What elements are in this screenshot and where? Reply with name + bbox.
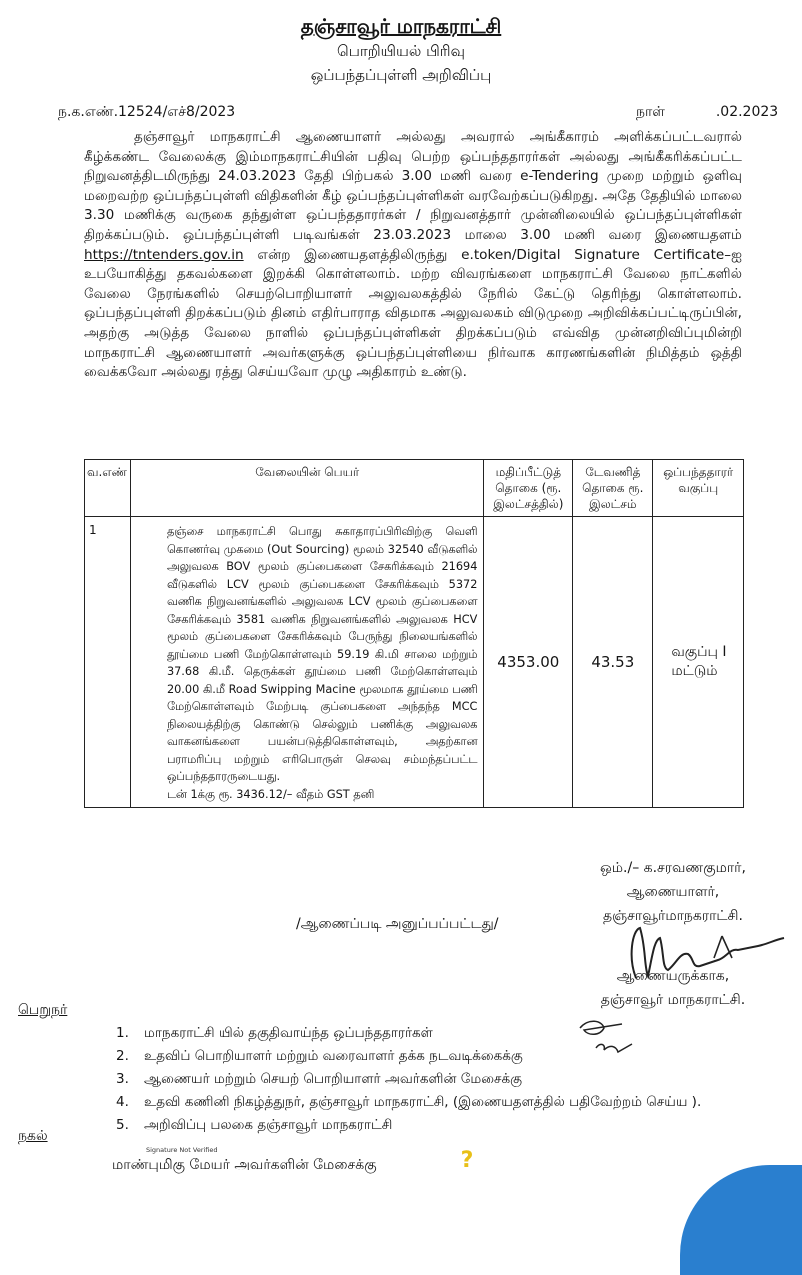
row-serial-number: 1 [85,517,131,808]
work-description-cell [130,517,483,808]
paragraph-part-2: என்ற இணையதளத்திலிருந்து e.token/Digital Signature Certificate–ஐ உபயோகித்து தகவல்களை இறக்கி கொள்ளலாம். மற்ற விவரங்களை மாநகராட்சி வேலை நாட்களில் வேலை நேரங்களில் செயற்பொறியாளர் அலுவலகத்தில் நேரில் கேட்டு தெரிந்து கொள்ளலாம். ஒப்பந்தப்புள்ளி திறக்கப்படும் தினம் எதிர்பாராத விதமாக அலுவலகம் விடுமுறை அறிவிக்கப்பட்டிருப்பின், அதற்கு அடுத்த வேலை நாளில் ஒப்பந்தப்புள்ளிகள் திறக்கப்படும் எவ்வித முன்னறிவிப்புமின்றி மாநகராட்சி ஆணையாளர் அவர்களுக்கு ஒப்பந்தப்புள்ளியை நிர்வாக காரணங்களின் நிமித்தம் ஒத்தி வைக்கவோ அல்லது ரத்து செய்யவோ முழு அதிகாரம் உண்டு. [84,246,742,381]
reference-number: ந.க.எண்.12524/எச்8/2023 [58,104,236,120]
list-item: 3. ஆணையர் மற்றும் செயற் பொறியாளர் அவர்களின் மேசைக்கு [116,1071,523,1087]
list-item: 1. மாநகராட்சி யில் தகுதிவாய்ந்த ஒப்பந்ததாரர்கள் [116,1025,433,1041]
list-item: 4. உதவி கணினி நிகழ்த்துநர், தஞ்சாவூர் மாநகராட்சி, (இணையதளத்தில் பதிவேற்றம் செய்ய ). [116,1094,702,1110]
list-item: 5. அறிவிப்பு பலகை தஞ்சாவூர் மாநகராட்சி [116,1117,393,1133]
commissioner-title: ஆணையாளர், [626,884,720,900]
header-work-name: வேலையின் பெயர் [130,460,483,517]
date-value: .02.2023 [715,104,779,120]
notice-heading: ஒப்பந்தப்புள்ளி அறிவிப்பு [310,66,492,84]
list-item: 2. உதவிப் பொறியாளர் மற்றும் வரைவாளர் தக்க நடவடிக்கைக்கு [116,1048,523,1064]
estimate-amount: 4353.00 [484,517,573,808]
contractor-class-cell [653,517,744,808]
contractor-class-note: மட்டும் [671,663,718,679]
commissioner-name: ஒம்./– க.சரவணகுமார், [600,860,746,876]
recipients-label: பெறுநர் [18,1002,68,1018]
header-estimate: மதிப்பீட்டுத் தொகை (ரூ. இலட்சத்தில்) [484,460,573,517]
forwarding-signature-block [583,964,763,1012]
table-row [85,517,744,808]
department-name: பொறியியல் பிரிவு [337,42,465,60]
signature-status: Signature Not Verified [146,1146,218,1154]
copy-label: நகல் [18,1128,48,1144]
signature-question-icon[interactable]: ? [460,1148,474,1173]
header-contractor-class: ஒப்பந்ததாரர் வகுப்பு [653,460,744,517]
tender-notice-paragraph [84,128,742,383]
header-serial-number: வ.எண் [85,460,131,517]
works-table [84,459,744,808]
copy-recipient: மாண்புமிகு மேயர் அவர்களின் மேசைக்கு [112,1157,377,1173]
table-header-row [85,460,744,517]
deposit-amount: 43.53 [573,517,653,808]
contractor-class: வகுப்பு I [671,644,727,660]
date-label: நாள் [636,104,665,120]
corner-badge [680,1165,802,1275]
work-description: தஞ்சை மாநகராட்சி பொது சுகாதாரப்பிரிவிற்கு வெளி கொணர்வு முகமை (Out Sourcing) மூலம் 32540 வீடுகளில் அலுவலக BOV மூலம் குப்பைகளை சேகரிக்கவும் 21694 வீடுகளில் LCV மூலம் குப்பைகளை சேகரிக்கவும் 5372 வணிக நிறுவனங்களில் அலுவலக LCV மூலம் குப்பைகளை சேகரிக்கவும் 3581 வணிக நிறுவனங்களில் அலுவலக HCV மூலம் குப்பைகளை சேகரிக்கவும் பேருந்து நிலையங்களில் தூய்மை பணி மேற்கொள்ளவும் 59.19 கி.மி சாலை மற்றும் 37.68 கி.மீ. தெருக்கள் தூய்மை பணி மேற்கொள்ளவும் 20.00 கி.மீ Road Swipping Macine மூலமாக தூய்மை பணி மேற்கொள்ளவும் மேற்படி குப்பைகளை அந்தந்த MCC நிலையத்திற்கு கொண்டு செல்லும் பணிக்கு அலுவலக வாகனங்களை பயன்படுத்திகொள்ளவும், அதற்கான பராமரிப்பு மற்றும் எரிபொருள் செலவு சம்மந்தப்பட்ட ஒப்பந்ததாரருடையது. [166,525,478,783]
commissioner-office: தஞ்சாவூர்மாநகராட்சி. [603,908,743,924]
work-rate: டன் 1க்கு ரூ. 3436.12/– வீதம் GST தனி [166,787,375,801]
notice-date [636,104,778,122]
header-deposit: டேவணித் தொகை ரூ. இலட்சம் [573,460,653,517]
office-title: தஞ்சாவூர் மாநகராட்சி [300,14,502,38]
paragraph-part-1: தஞ்சாவூர் மாநகராட்சி ஆணையாளர் அல்லது அவரால் அங்கீகாரம் அளிக்கப்பட்டவரால் கீழ்க்கண்ட வேலைக்கு இம்மாநகராட்சியின் பதிவு பெற்ற ஒப்பந்ததாரர்கள் அல்லது அங்கீகரிக்கப்பட்ட நிறுவனத்திடமிருந்து 24.03.2023 தேதி பிற்பகல் 3.00 மணி வரை e-Tendering முறை மற்றும் ஒளிவு மறைவற்ற ஒப்பந்தப்புள்ளி விதிகளின் கீழ் ஒப்பந்தப்புள்ளிகள் வரவேற்கப்படுகிறது. அதே தேதியில் மாலை 3.30 மணிக்கு வருகை தந்துள்ள ஒப்பந்ததாரர்கள் / நிறுவனத்தார் முன்னிலையில் ஒப்பந்தப்புள்ளிகள் திறக்கப்படும். ஒப்பந்தப்புள்ளி படிவங்கள் 23.03.2023 மாலை 3.00 மணி வரை இணையதளம் [84,129,742,243]
tender-website-link[interactable]: https://tntenders.gov.in [84,246,244,263]
forwarding-office: தஞ்சாவூர் மாநகராட்சி. [600,992,746,1008]
forwarding-for: ஆணையருக்காக, [616,968,730,984]
order-forwarding-note: /ஆணைப்படி அனுப்பப்பட்டது/ [296,916,499,932]
recipients-list [84,1022,701,1137]
